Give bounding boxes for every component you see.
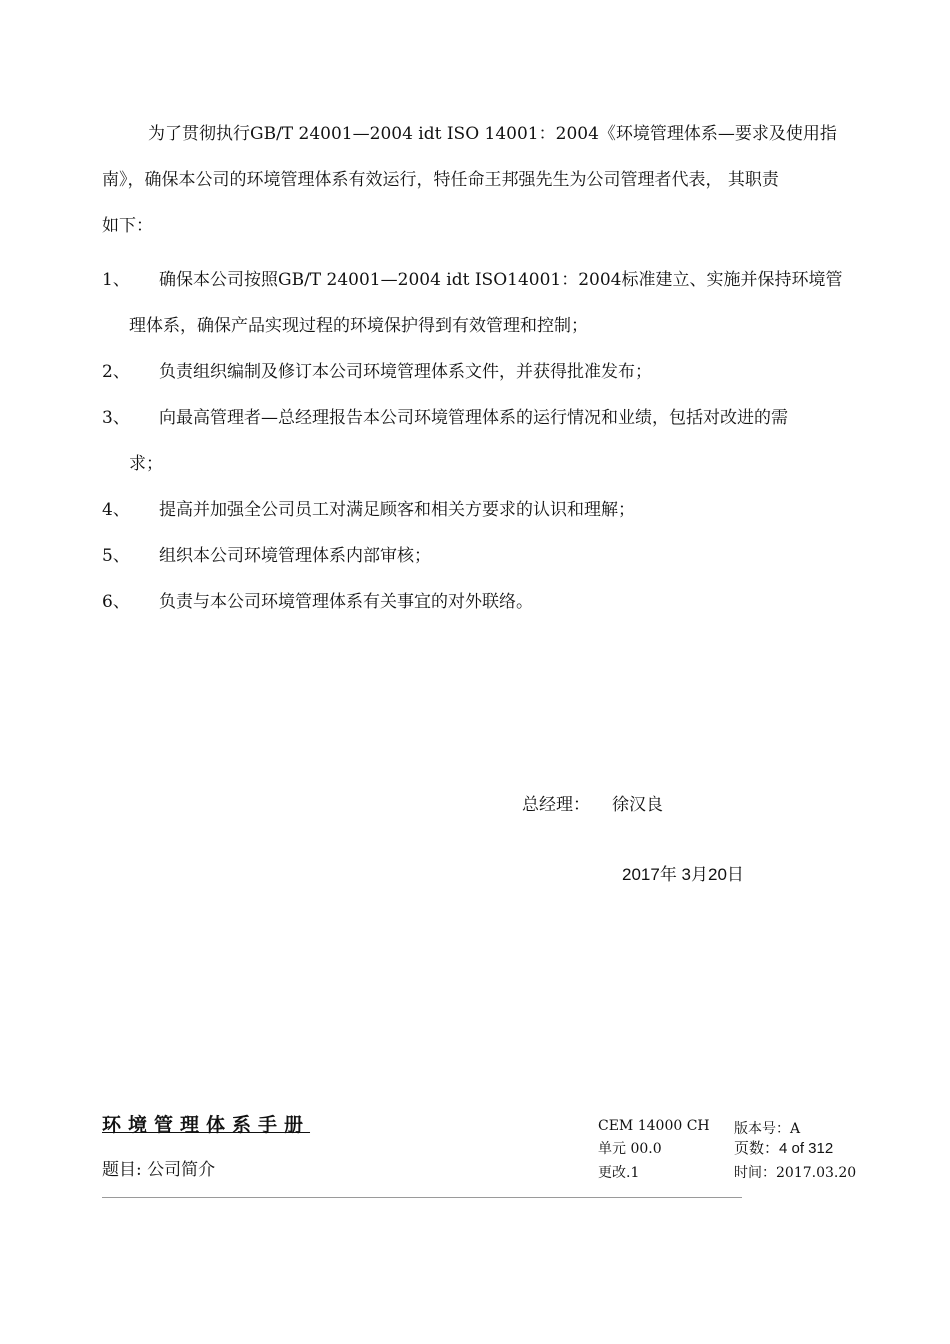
intro-line-3: 如下： bbox=[102, 216, 153, 236]
item-number: 6、 bbox=[102, 592, 130, 612]
list-item bbox=[102, 579, 877, 625]
duty-list bbox=[102, 257, 877, 625]
item-text: 负责组织编制及修订本公司环境管理体系文件，并获得批准发布； bbox=[159, 362, 652, 382]
item-number: 3、 bbox=[102, 408, 130, 428]
list-item bbox=[102, 257, 877, 349]
footer-divider bbox=[102, 1197, 742, 1198]
intro-line-1: 为了贯彻执行GB/T 24001—2004 idt ISO 14001：2004《环境管理体系—要求及使用指 bbox=[148, 124, 837, 144]
intro-paragraph bbox=[102, 111, 877, 249]
revision-number: 更改.1 bbox=[598, 1165, 640, 1181]
signature-date: 2017年 3月20日 bbox=[622, 865, 744, 884]
item-number: 5、 bbox=[102, 546, 130, 566]
page-count: 页数：4 of 312 bbox=[734, 1140, 834, 1157]
item-number: 4、 bbox=[102, 500, 130, 520]
doc-code: CEM 14000 CH bbox=[598, 1118, 710, 1134]
list-item bbox=[102, 349, 877, 395]
signature-line bbox=[522, 790, 663, 820]
item-continuation: 理体系，确保产品实现过程的环境保护得到有效管理和控制； bbox=[129, 316, 588, 336]
item-number: 1、 bbox=[102, 270, 130, 290]
signature-label: 总经理： bbox=[522, 795, 590, 815]
item-text: 组织本公司环境管理体系内部审核； bbox=[159, 546, 431, 566]
item-text: 提高并加强全公司员工对满足顾客和相关方要求的认识和理解； bbox=[159, 500, 635, 520]
unit-number: 单元 00.0 bbox=[598, 1141, 662, 1157]
issue-time: 时间：2017.03.20 bbox=[734, 1165, 857, 1181]
manual-title: 环境管理体系手册 bbox=[102, 1114, 311, 1136]
item-continuation: 求； bbox=[129, 454, 163, 474]
list-item bbox=[102, 533, 877, 579]
intro-line-2: 南》，确保本公司的环境管理体系有效运行，特任命王邦强先生为公司管理者代表， 其职责 bbox=[102, 170, 779, 190]
signature-name: 徐汉良 bbox=[612, 795, 663, 815]
subject-line: 题目: 公司简介 bbox=[102, 1160, 216, 1180]
list-item bbox=[102, 395, 877, 487]
item-text: 负责与本公司环境管理体系有关事宜的对外联络。 bbox=[159, 592, 533, 612]
item-text: 确保本公司按照GB/T 24001—2004 idt ISO14001：2004标准建立、实施并保持环境管 bbox=[159, 270, 843, 290]
item-number: 2、 bbox=[102, 362, 130, 382]
item-text: 向最高管理者—总经理报告本公司环境管理体系的运行情况和业绩，包括对改进的需 bbox=[159, 408, 788, 428]
version-number: 版本号：A bbox=[734, 1121, 801, 1137]
list-item bbox=[102, 487, 877, 533]
